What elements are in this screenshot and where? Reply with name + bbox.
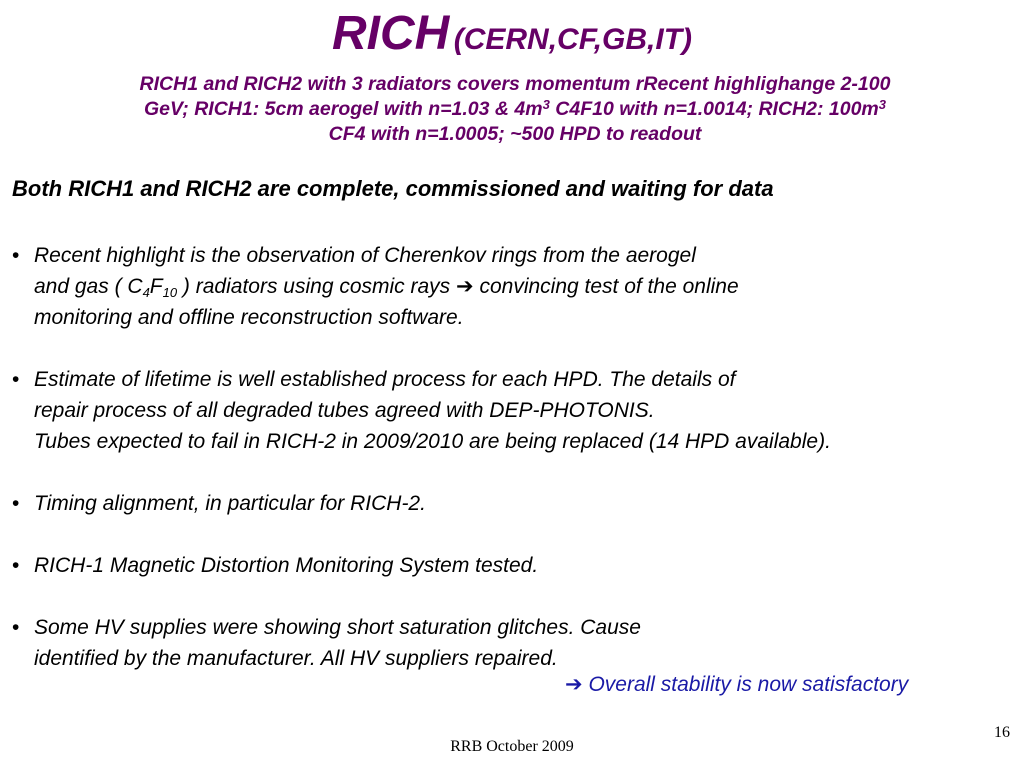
arrow-right-icon: ➔ [565, 673, 583, 696]
spacer [12, 519, 1012, 550]
bullet-list [12, 240, 1012, 674]
bullet-dot: • [12, 368, 20, 391]
bullet-1-line-2-part-b: F [149, 275, 163, 298]
bullet-1-line-2 [12, 271, 1012, 302]
arrow-right-icon: ➔ [456, 275, 474, 298]
bullet-4-line-1: RICH-1 Magnetic Distortion Monitoring System tested. [34, 554, 539, 577]
bullet-1-line-1: Recent highlight is the observation of Cherenkov rings from the aerogel [34, 244, 696, 267]
headline: Both RICH1 and RICH2 are complete, commissioned and waiting for data [12, 176, 774, 201]
subtitle-line-2 [40, 97, 990, 122]
bullet-2-line-1: Estimate of lifetime is well established process for each HPD. The details of [34, 368, 736, 391]
bullet-5-line-1: Some HV supplies were showing short saturation glitches. Cause [34, 616, 641, 639]
bullet-2 [12, 364, 1012, 395]
spacer [12, 457, 1012, 488]
bullet-dot: • [12, 492, 20, 515]
subtitle-line-3: CF4 with n=1.0005; ~500 HPD to readout [328, 123, 702, 145]
spacer [12, 581, 1012, 612]
bullet-dot: • [12, 554, 20, 577]
bullet-1-line-2-part-d: convincing test of the online [473, 275, 739, 298]
subtitle-line-1: RICH1 and RICH2 with 3 radiators covers momentum rRecent highlighange 2-100 [139, 73, 891, 95]
bullet-dot: • [12, 244, 20, 267]
bullet-3-line-1: Timing alignment, in particular for RICH-2. [34, 492, 426, 515]
subtitle-line-2-part-b: C4F10 with n=1.0014; RICH2: 100m [549, 98, 879, 120]
title-main: RICH [331, 7, 450, 60]
bullet-1 [12, 240, 1012, 271]
bullet-dot: • [12, 616, 20, 639]
subscript-10: 10 [162, 285, 178, 300]
bullet-1-line-3: monitoring and offline reconstruction software. [34, 306, 464, 329]
page-number: 16 [994, 724, 1010, 741]
bullet-1-line-2-part-c: ) radiators using cosmic rays [177, 275, 457, 298]
slide-title [0, 6, 1024, 61]
bullet-3 [12, 488, 1012, 519]
bullet-5-line-2: identified by the manufacturer. All HV suppliers repaired. [34, 647, 558, 670]
bullet-2-line-3: Tubes expected to fail in RICH-2 in 2009/2010 are being replaced (14 HPD available). [34, 430, 831, 453]
bullet-2-line-2: repair process of all degraded tubes agreed with DEP-PHOTONIS. [34, 399, 655, 422]
bullet-4 [12, 550, 1012, 581]
slide-subtitle [40, 72, 990, 147]
subtitle-superscript-1: 3 [542, 97, 550, 112]
footer: RRB October 2009 [450, 738, 574, 755]
bullet-1-line-2-part-a: and gas ( C [34, 275, 143, 298]
conclusion-line [565, 672, 908, 697]
spacer [12, 333, 1012, 364]
subtitle-superscript-2: 3 [878, 97, 886, 112]
subtitle-line-2-part-a: GeV; RICH1: 5cm aerogel with n=1.03 & 4m [143, 98, 543, 120]
subscript-4: 4 [142, 285, 150, 300]
title-collaborators: (CERN,CF,GB,IT) [453, 23, 693, 56]
bullet-5 [12, 612, 1012, 643]
conclusion-text: Overall stability is now satisfactory [582, 673, 909, 696]
